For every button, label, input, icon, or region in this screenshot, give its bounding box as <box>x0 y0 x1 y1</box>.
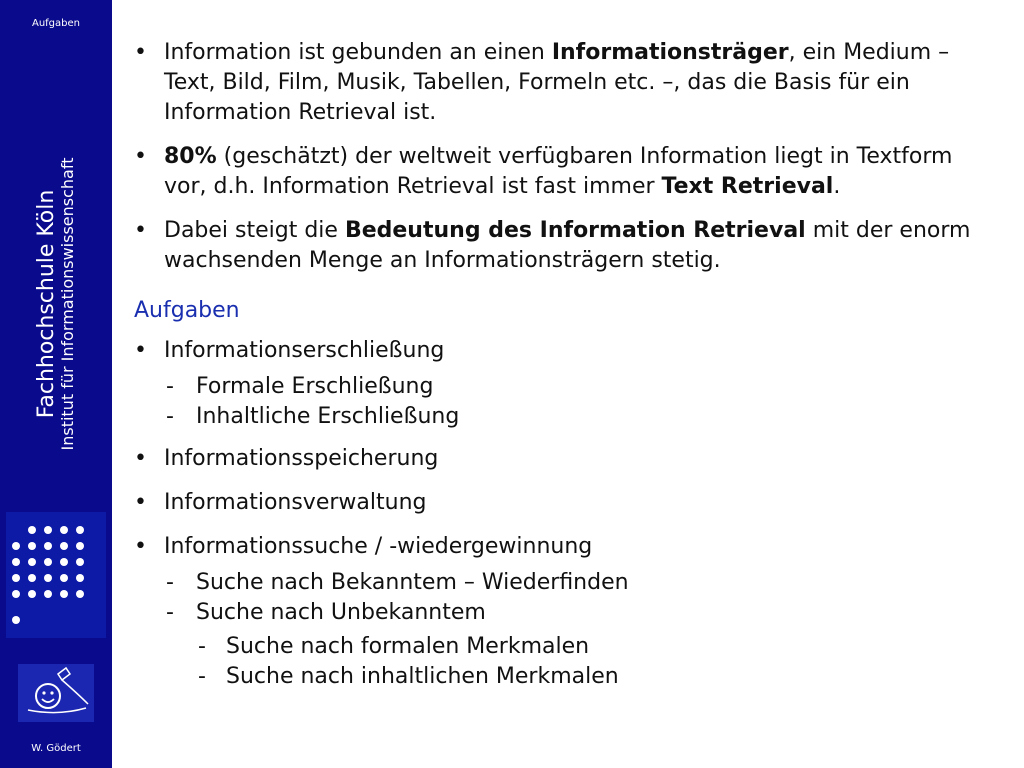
dot-icon <box>44 574 52 582</box>
dot-icon <box>44 526 52 534</box>
sidebar-top-label: Aufgaben <box>31 18 80 29</box>
bullet-text-retrieval: • 80% (geschätzt) der weltweit verfügbaren Information liegt in Textform vor, d.h. Information Retrieval ist fast immer Text Retrieval. <box>134 142 994 202</box>
task-suche: • Informationssuche / -wiedergewinnung <box>134 532 994 562</box>
dot-icon <box>76 590 84 598</box>
subtask-inhaltliche-merkmale: - Suche nach inhaltlichen Merkmalen <box>134 662 994 692</box>
dot-icon <box>60 590 68 598</box>
dot-icon <box>76 526 84 534</box>
task-verwaltung: • Informationsverwaltung <box>134 488 994 518</box>
dot-icon <box>76 558 84 566</box>
dot-icon <box>12 574 20 582</box>
dot-pattern-logo <box>6 512 106 638</box>
subtask-bekannt: - Suche nach Bekanntem – Wiederfinden <box>134 568 994 598</box>
dot-icon <box>60 542 68 550</box>
dot-icon <box>28 542 36 550</box>
institution-name: Fachhochschule Köln <box>34 189 60 419</box>
subtask-inhaltlich: - Inhaltliche Erschließung <box>134 402 994 432</box>
dot-icon <box>60 574 68 582</box>
dot-icon <box>28 574 36 582</box>
dot-icon <box>28 590 36 598</box>
dot-icon <box>60 526 68 534</box>
dot-icon <box>12 542 20 550</box>
task-speicherung: • Informationsspeicherung <box>134 444 994 474</box>
dot-icon <box>28 558 36 566</box>
bullet-information-carrier: • Information ist gebunden an einen Informationsträger, ein Medium – Text, Bild, Film, Musik, Tabellen, Formeln etc. –, das die Basis für ein Information Retrieval ist. <box>134 38 994 128</box>
dot-icon <box>44 542 52 550</box>
sidebar-institution-block <box>35 114 77 494</box>
dot-icon <box>12 616 20 624</box>
subtask-unbekannt: - Suche nach Unbekanntem <box>134 598 994 628</box>
tasks-heading: Aufgaben <box>134 298 240 323</box>
dot-icon <box>12 558 20 566</box>
dot-icon <box>44 590 52 598</box>
department-name: Institut für Informationswissenschaft <box>58 157 78 451</box>
smiley-logo-icon <box>18 664 94 722</box>
bullet-importance: • Dabei steigt die Bedeutung des Information Retrieval mit der enorm wachsenden Menge an Informationsträgern stetig. <box>134 216 994 276</box>
dot-icon <box>44 558 52 566</box>
subtask-formal: - Formale Erschließung <box>134 372 994 402</box>
dot-icon <box>12 590 20 598</box>
dot-icon <box>28 526 36 534</box>
slide-content <box>134 38 994 692</box>
subtask-formale-merkmale: - Suche nach formalen Merkmalen <box>134 632 994 662</box>
dot-icon <box>76 542 84 550</box>
author-label: W. Gödert <box>31 743 81 754</box>
dot-icon <box>60 558 68 566</box>
dot-icon <box>76 574 84 582</box>
sidebar <box>0 0 112 768</box>
task-erschliessung: • Informationserschließung <box>134 336 994 366</box>
